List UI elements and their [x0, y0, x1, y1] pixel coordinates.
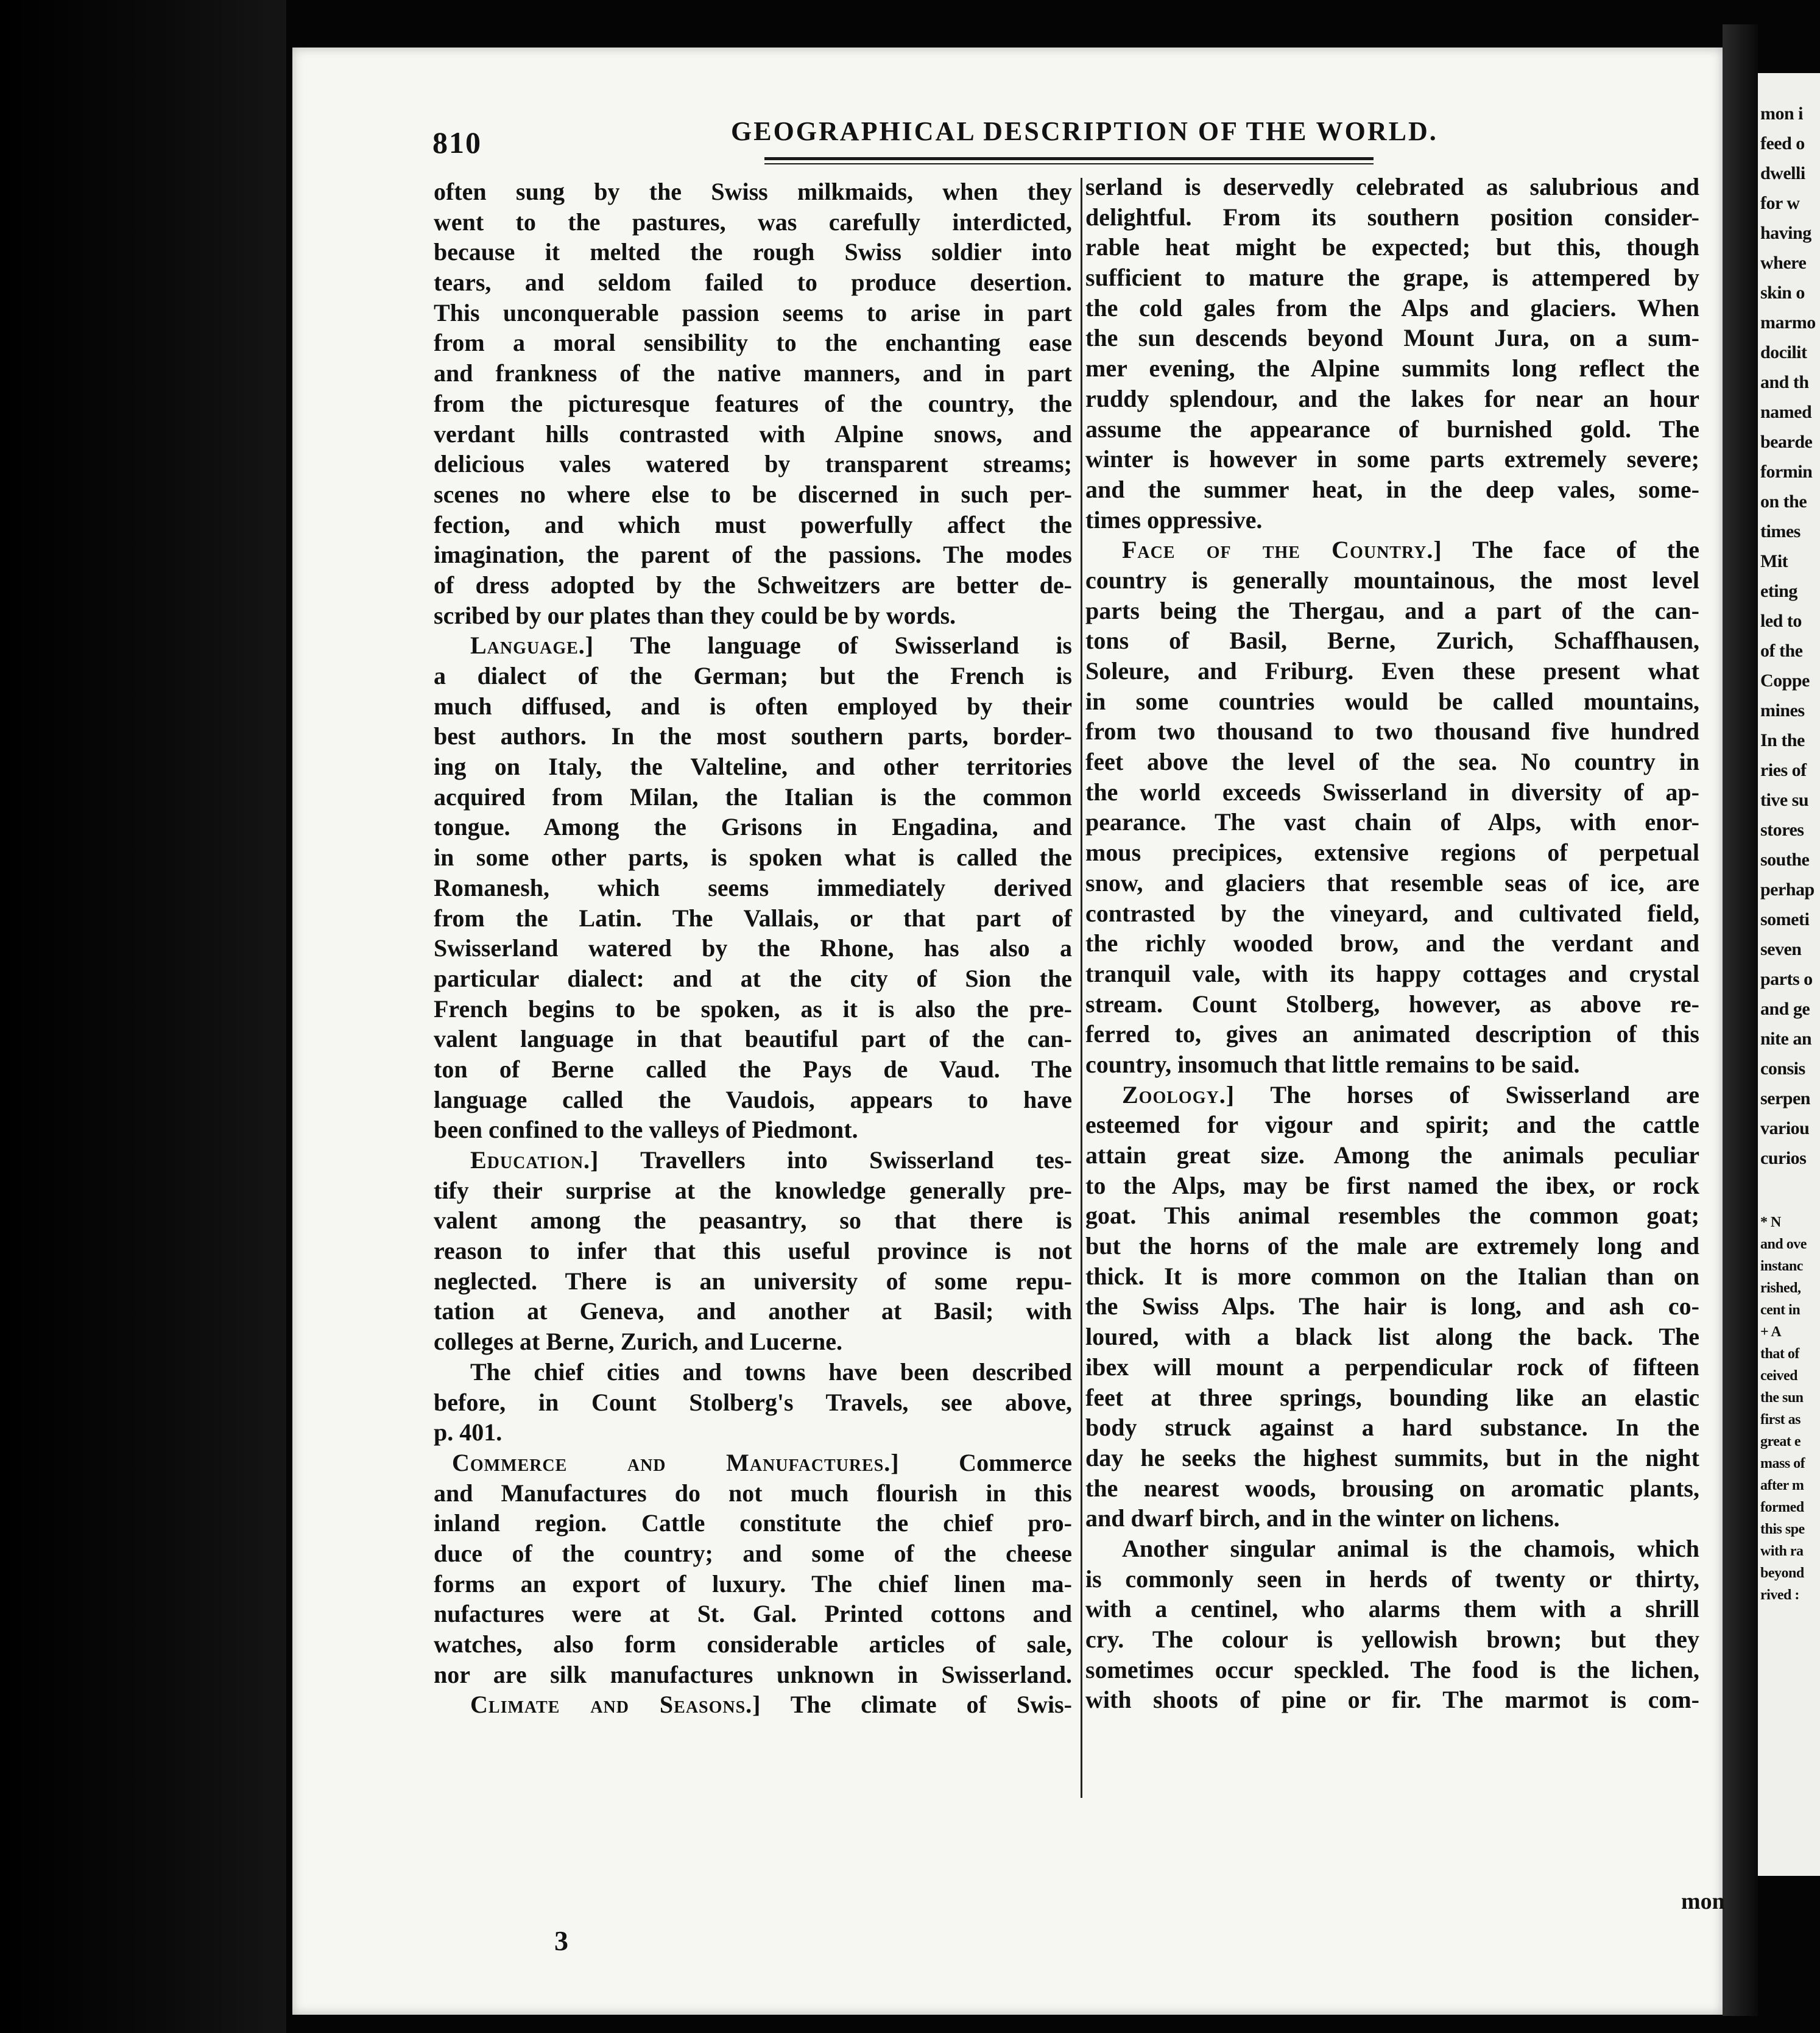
- line-text: from the Latin. The Vallais, or that part of: [434, 904, 1072, 932]
- line-text: but the horns of the male are extremely long and: [1085, 1232, 1699, 1260]
- adjacent-page-text: perhap: [1760, 879, 1815, 900]
- text-line: [434, 1296, 1072, 1327]
- line-text: because it melted the rough Swiss soldier into: [434, 238, 1072, 266]
- text-line: [434, 1085, 1072, 1115]
- line-text: duce of the country; and some of the cheese: [434, 1539, 1072, 1567]
- adjacent-page-text: the sun: [1760, 1390, 1804, 1406]
- adjacent-page-text: and th: [1760, 372, 1809, 392]
- text-line: [434, 1327, 1072, 1357]
- section-heading: Zoology.]: [1122, 1080, 1235, 1108]
- text-line: [1085, 1443, 1699, 1473]
- text-line: [1085, 1534, 1699, 1564]
- line-text: The climate of Swis-: [761, 1691, 1072, 1719]
- text-line: [1085, 1322, 1699, 1352]
- text-line: [434, 570, 1072, 601]
- line-text: Swisserland watered by the Rhone, has also a: [434, 934, 1072, 962]
- line-text: to the Alps, may be first named the ibex, or rock: [1085, 1171, 1699, 1199]
- line-text: the nearest woods, brousing on aromatic plants,: [1085, 1474, 1699, 1502]
- adjacent-page-text: instanc: [1760, 1258, 1803, 1274]
- column-divider: [1081, 178, 1082, 1798]
- line-text: ton of Berne called the Pays de Vaud. The: [434, 1055, 1072, 1083]
- adjacent-page-text: led to: [1760, 611, 1802, 631]
- line-text: and dwarf birch, and in the winter on lichens.: [1085, 1504, 1560, 1532]
- adjacent-page-text: rived :: [1760, 1587, 1799, 1603]
- line-text: in some other parts, is spoken what is called the: [434, 844, 1072, 872]
- section-heading: Climate and Seasons.]: [470, 1691, 761, 1719]
- text-line: [1085, 1171, 1699, 1201]
- catchword: mon: [1681, 1889, 1725, 1914]
- text-line: [1085, 1291, 1699, 1322]
- line-text: valent language in that beautiful part of the can-: [434, 1025, 1072, 1053]
- left-column: [434, 177, 1072, 1720]
- text-line: [434, 661, 1072, 691]
- line-text: colleges at Berne, Zurich, and Lucerne.: [434, 1328, 843, 1356]
- text-line: [1085, 444, 1699, 474]
- adjacent-page-text: nite an: [1760, 1029, 1812, 1049]
- text-line: [434, 449, 1072, 479]
- text-line: [1085, 1080, 1699, 1110]
- line-text: attain great size. Among the animals peculiar: [1085, 1141, 1699, 1169]
- line-text: is commonly seen in herds of twenty or thirty,: [1085, 1565, 1699, 1593]
- text-line: [1085, 474, 1699, 505]
- text-line: [1085, 172, 1699, 202]
- line-text: much diffused, and is often employed by their: [434, 692, 1072, 720]
- text-line: [1085, 596, 1699, 626]
- line-text: country, insomuch that little remains to be said.: [1085, 1050, 1580, 1078]
- line-text: tify their surprise at the knowledge generally pre-: [434, 1176, 1072, 1204]
- text-line: [1085, 1503, 1699, 1534]
- text-line: [434, 1538, 1072, 1569]
- line-text: particular dialect: and at the city of Sion the: [434, 964, 1072, 992]
- text-line: [1085, 1140, 1699, 1171]
- adjacent-page-text: that of: [1760, 1346, 1799, 1362]
- line-text: The language of Swisserland is: [594, 632, 1072, 660]
- adjacent-page-text: serpen: [1760, 1088, 1810, 1108]
- line-text: of dress adopted by the Schweitzers are better de-: [434, 571, 1072, 599]
- text-line: [434, 601, 1072, 631]
- adjacent-page-text: Coppe: [1760, 671, 1810, 691]
- text-line: [434, 691, 1072, 722]
- text-line: [434, 1569, 1072, 1599]
- adjacent-page-text: having: [1760, 223, 1811, 243]
- text-line: [1085, 1261, 1699, 1292]
- line-text: the richly wooded brow, and the verdant and: [1085, 929, 1699, 957]
- text-line: [1085, 232, 1699, 262]
- text-line: [1085, 898, 1699, 929]
- line-text: ferred to, gives an animated description of this: [1085, 1020, 1699, 1048]
- line-text: and Manufactures do not much flourish in this: [434, 1479, 1072, 1507]
- header-rule-thin: [764, 163, 1374, 164]
- line-text: pearance. The vast chain of Alps, with enor-: [1085, 808, 1699, 836]
- text-line: [1085, 837, 1699, 868]
- adjacent-page-text: for w: [1760, 193, 1800, 213]
- line-text: Soleure, and Friburg. Even these present what: [1085, 657, 1699, 685]
- adjacent-page-text: on the: [1760, 492, 1807, 512]
- line-text: watches, also form considerable articles of sale,: [434, 1630, 1072, 1658]
- adjacent-page-text: with ra: [1760, 1543, 1804, 1559]
- text-line: [434, 1115, 1072, 1145]
- text-line: [1085, 202, 1699, 233]
- text-line: [434, 873, 1072, 903]
- line-text: tation at Geneva, and another at Basil; with: [434, 1297, 1072, 1325]
- adjacent-page-text: mines: [1760, 700, 1805, 721]
- adjacent-page-text: parts o: [1760, 969, 1813, 989]
- line-text: parts being the Thergau, and a part of the can-: [1085, 596, 1699, 624]
- text-line: [1085, 959, 1699, 989]
- adjacent-page-text: formed: [1760, 1499, 1804, 1515]
- text-line: [1085, 747, 1699, 777]
- line-text: feet above the level of the sea. No country in: [1085, 748, 1699, 776]
- page-gutter: [1723, 24, 1758, 2016]
- adjacent-page-text: great e: [1760, 1434, 1801, 1450]
- text-line: [434, 540, 1072, 570]
- line-text: fection, and which must powerfully affect the: [434, 510, 1072, 538]
- line-text: snow, and glaciers that resemble seas of ice, are: [1085, 869, 1699, 897]
- line-text: forms an export of luxury. The chief linen ma-: [434, 1570, 1072, 1598]
- adjacent-page-text: times: [1760, 521, 1801, 541]
- text-line: [1085, 1685, 1699, 1715]
- text-line: [1085, 686, 1699, 717]
- line-text: from a moral sensibility to the enchanting ease: [434, 329, 1072, 357]
- text-line: [434, 1024, 1072, 1054]
- right-column: [1085, 172, 1699, 1715]
- adjacent-page-text: Mit: [1760, 551, 1788, 571]
- adjacent-page-text: mon i: [1760, 104, 1804, 124]
- line-text: Romanesh, which seems immediately derived: [434, 873, 1072, 901]
- line-text: sufficient to mature the grape, is attempered by: [1085, 264, 1699, 292]
- line-text: ibex will mount a perpendicular rock of fifteen: [1085, 1353, 1699, 1381]
- adjacent-page-text: * N: [1760, 1214, 1781, 1230]
- text-line: [434, 1175, 1072, 1206]
- line-text: goat. This animal resembles the common goat;: [1085, 1202, 1699, 1230]
- adjacent-page-text: tive su: [1760, 790, 1808, 810]
- line-text: Commerce: [899, 1448, 1073, 1476]
- line-text: The face of the: [1442, 536, 1699, 564]
- text-line: [434, 1599, 1072, 1629]
- line-text: nufactures were at St. Gal. Printed cottons and: [434, 1600, 1072, 1628]
- text-line: [434, 1629, 1072, 1660]
- text-line: [1085, 625, 1699, 656]
- text-line: [1085, 777, 1699, 808]
- line-text: tears, and seldom failed to produce desertion.: [434, 269, 1072, 297]
- line-text: nor are silk manufactures unknown in Swisserland.: [434, 1660, 1072, 1688]
- text-line: [1085, 928, 1699, 959]
- line-text: the Swiss Alps. The hair is long, and ash co-: [1085, 1292, 1699, 1320]
- text-line: [1085, 1655, 1699, 1685]
- adjacent-page-text: ceived: [1760, 1368, 1797, 1384]
- adjacent-page-text: beyond: [1760, 1565, 1804, 1581]
- text-line: [434, 510, 1072, 540]
- adjacent-page-text: marmo: [1760, 312, 1816, 333]
- text-line: [434, 812, 1072, 842]
- line-text: language called the Vaudois, appears to have: [434, 1085, 1072, 1113]
- text-line: [1085, 505, 1699, 535]
- header-rule: [764, 157, 1374, 160]
- text-line: [1085, 1019, 1699, 1049]
- line-text: tons of Basil, Berne, Zurich, Schaffhausen,: [1085, 627, 1699, 655]
- text-line: [1085, 414, 1699, 445]
- text-line: [434, 721, 1072, 752]
- line-text: from the picturesque features of the country, the: [434, 389, 1072, 417]
- line-text: scribed by our plates than they could be by words.: [434, 601, 956, 629]
- text-line: [434, 1448, 1072, 1478]
- line-text: p. 401.: [434, 1418, 503, 1446]
- line-text: the cold gales from the Alps and glaciers. When: [1085, 294, 1699, 322]
- line-text: been confined to the valleys of Piedmont.: [434, 1116, 858, 1144]
- adjacent-page-text: feed o: [1760, 133, 1805, 153]
- line-text: day he seeks the highest summits, but in the night: [1085, 1443, 1699, 1471]
- text-line: [1085, 1624, 1699, 1655]
- line-text: country is generally mountainous, the most level: [1085, 566, 1699, 594]
- text-line: [434, 1357, 1072, 1387]
- section-heading: Commerce and Manufactures.]: [452, 1448, 900, 1476]
- text-line: [434, 964, 1072, 994]
- line-text: before, in Count Stolberg's Travels, see above,: [434, 1388, 1072, 1416]
- adjacent-page-text: variou: [1760, 1118, 1810, 1138]
- text-line: [434, 298, 1072, 328]
- text-line: [434, 1508, 1072, 1538]
- text-line: [1085, 716, 1699, 747]
- text-line: [1085, 1564, 1699, 1594]
- text-line: [434, 630, 1072, 661]
- line-text: best authors. In the most southern parts, border-: [434, 722, 1072, 750]
- line-text: inland region. Cattle constitute the chief pro-: [434, 1509, 1072, 1537]
- adjacent-page-text: where: [1760, 253, 1807, 273]
- line-text: mous precipices, extensive regions of perpetual: [1085, 839, 1699, 867]
- line-text: delightful. From its southern position consider-: [1085, 203, 1699, 231]
- text-line: [1085, 384, 1699, 414]
- line-text: body struck against a hard substance. In the: [1085, 1414, 1699, 1442]
- line-text: valent among the peasantry, so that there is: [434, 1207, 1072, 1235]
- line-text: The chief cities and towns have been described: [470, 1358, 1072, 1386]
- adjacent-page-text: this spe: [1760, 1521, 1805, 1537]
- text-line: [1085, 535, 1699, 565]
- line-text: stream. Count Stolberg, however, as above re-: [1085, 990, 1699, 1018]
- text-line: [434, 389, 1072, 419]
- text-line: [1085, 1110, 1699, 1140]
- text-line: [434, 1478, 1072, 1509]
- line-text: loured, with a black list along the back. The: [1085, 1323, 1699, 1351]
- text-line: [1085, 1383, 1699, 1413]
- line-text: and frankness of the native manners, and in part: [434, 359, 1072, 387]
- text-line: [1085, 868, 1699, 898]
- line-text: mer evening, the Alpine summits long reflect the: [1085, 354, 1699, 382]
- line-text: with a centinel, who alarms them with a shrill: [1085, 1595, 1699, 1623]
- line-text: and the summer heat, in the deep vales, some-: [1085, 475, 1699, 503]
- text-line: [434, 1145, 1072, 1175]
- line-text: This unconquerable passion seems to arise in part: [434, 298, 1072, 326]
- adjacent-page-text: someti: [1760, 909, 1810, 929]
- adjacent-page-text: ries of: [1760, 760, 1807, 780]
- text-line: [434, 237, 1072, 267]
- text-line: [434, 1054, 1072, 1085]
- text-line: [1085, 323, 1699, 353]
- text-line: [1085, 1231, 1699, 1261]
- text-line: [434, 207, 1072, 238]
- adjacent-page-text: eting: [1760, 581, 1797, 601]
- line-text: esteemed for vigour and spirit; and the cattle: [1085, 1111, 1699, 1139]
- line-text: serland is deservedly celebrated as salubrious and: [1085, 173, 1699, 200]
- text-line: [1085, 293, 1699, 323]
- text-line: [1085, 1049, 1699, 1080]
- line-text: feet at three springs, bounding like an elastic: [1085, 1383, 1699, 1411]
- line-text: assume the appearance of burnished gold. The: [1085, 415, 1699, 443]
- line-text: acquired from Milan, the Italian is the common: [434, 783, 1072, 811]
- line-text: ruddy splendour, and the lakes for near an hour: [1085, 384, 1699, 412]
- text-line: [434, 782, 1072, 812]
- text-line: [434, 1236, 1072, 1266]
- line-text: rable heat might be expected; but this, though: [1085, 233, 1699, 261]
- text-line: [434, 328, 1072, 358]
- line-text: the world exceeds Swisserland in diversity of ap-: [1085, 778, 1699, 806]
- section-heading: Language.]: [470, 632, 594, 660]
- text-line: [434, 267, 1072, 298]
- line-text: neglected. There is an university of some repu-: [434, 1267, 1072, 1295]
- line-text: the sun descends beyond Mount Jura, on a sum-: [1085, 324, 1699, 352]
- book-binding-shadow: [0, 0, 286, 2033]
- adjacent-page-text: skin o: [1760, 283, 1805, 303]
- adjacent-page-text: rished,: [1760, 1280, 1801, 1296]
- line-text: a dialect of the German; but the French is: [434, 662, 1072, 689]
- text-line: [434, 419, 1072, 449]
- text-line: [1085, 1200, 1699, 1231]
- line-text: delicious vales watered by transparent streams;: [434, 450, 1072, 478]
- text-line: [434, 933, 1072, 964]
- text-line: [434, 752, 1072, 782]
- adjacent-page-text: + A: [1760, 1324, 1782, 1340]
- page-number: 810: [432, 125, 482, 160]
- adjacent-page-text: and ove: [1760, 1236, 1807, 1252]
- text-line: [1085, 1594, 1699, 1624]
- line-text: sometimes occur speckled. The food is the lichen,: [1085, 1655, 1699, 1683]
- line-text: times oppressive.: [1085, 506, 1263, 534]
- line-text: often sung by the Swiss milkmaids, when they: [434, 178, 1072, 205]
- text-line: [1085, 807, 1699, 837]
- adjacent-page-text: southe: [1760, 850, 1810, 870]
- adjacent-page-text: of the: [1760, 641, 1803, 661]
- text-line: [434, 1417, 1072, 1448]
- line-text: tranquil vale, with its happy cottages and crystal: [1085, 959, 1699, 987]
- adjacent-page-text: docilit: [1760, 342, 1807, 362]
- running-head: GEOGRAPHICAL DESCRIPTION OF THE WORLD.: [731, 116, 1438, 146]
- text-line: [434, 1387, 1072, 1418]
- text-line: [434, 1660, 1072, 1690]
- text-line: [1085, 262, 1699, 293]
- line-text: winter is however in some parts extremely severe;: [1085, 445, 1699, 473]
- adjacent-page-fragment: [1758, 73, 1820, 1876]
- line-text: contrasted by the vineyard, and cultivated field,: [1085, 899, 1699, 927]
- adjacent-page-text: named: [1760, 402, 1812, 422]
- text-line: [1085, 1352, 1699, 1383]
- line-text: ing on Italy, the Valteline, and other territories: [434, 753, 1072, 781]
- text-line: [434, 177, 1072, 207]
- text-line: [1085, 1412, 1699, 1443]
- adjacent-page-text: seven: [1760, 939, 1802, 959]
- text-line: [434, 994, 1072, 1024]
- line-text: Another singular animal is the chamois, which: [1122, 1534, 1699, 1562]
- text-line: [1085, 353, 1699, 384]
- adjacent-page-text: curios: [1760, 1148, 1807, 1168]
- text-line: [434, 903, 1072, 934]
- line-text: thick. It is more common on the Italian than on: [1085, 1262, 1699, 1290]
- text-line: [434, 1266, 1072, 1297]
- line-text: French begins to be spoken, as it is also the pre-: [434, 995, 1072, 1023]
- text-line: [434, 479, 1072, 510]
- text-line: [434, 358, 1072, 389]
- adjacent-page-text: consis: [1760, 1059, 1805, 1079]
- adjacent-page-text: after m: [1760, 1478, 1804, 1493]
- adjacent-page-text: mass of: [1760, 1456, 1805, 1471]
- adjacent-page-text: bearde: [1760, 432, 1813, 452]
- line-text: in some countries would be called mountains,: [1085, 687, 1699, 715]
- text-line: [1085, 1473, 1699, 1504]
- adjacent-page-text: stores: [1760, 820, 1804, 840]
- section-heading: Face of the Country.]: [1122, 536, 1442, 564]
- adjacent-page-text: formin: [1760, 462, 1813, 482]
- section-heading: Education.]: [470, 1146, 599, 1174]
- line-text: imagination, the parent of the passions. The modes: [434, 541, 1072, 569]
- text-line: [1085, 565, 1699, 596]
- text-line: [1085, 656, 1699, 686]
- line-text: Travellers into Swisserland tes-: [599, 1146, 1072, 1174]
- adjacent-page-text: cent in: [1760, 1302, 1801, 1318]
- adjacent-page-text: first as: [1760, 1412, 1801, 1428]
- line-text: reason to infer that this useful province is not: [434, 1237, 1072, 1265]
- text-line: [434, 1689, 1072, 1720]
- line-text: cry. The colour is yellowish brown; but they: [1085, 1626, 1699, 1653]
- adjacent-page-text: and ge: [1760, 999, 1810, 1019]
- line-text: with shoots of pine or fir. The marmot is com-: [1085, 1686, 1699, 1714]
- line-text: scenes no where else to be discerned in such per-: [434, 480, 1072, 508]
- signature-mark: 3: [554, 1925, 568, 1956]
- line-text: The horses of Swisserland are: [1235, 1080, 1699, 1108]
- text-line: [434, 842, 1072, 873]
- adjacent-page-text: In the: [1760, 730, 1805, 750]
- text-line: [1085, 989, 1699, 1020]
- line-text: went to the pastures, was carefully interdicted,: [434, 208, 1072, 236]
- adjacent-page-text: dwelli: [1760, 163, 1805, 183]
- line-text: verdant hills contrasted with Alpine snows, and: [434, 420, 1072, 448]
- text-line: [434, 1205, 1072, 1236]
- line-text: from two thousand to two thousand five hundred: [1085, 717, 1699, 745]
- line-text: tongue. Among the Grisons in Engadina, and: [434, 813, 1072, 841]
